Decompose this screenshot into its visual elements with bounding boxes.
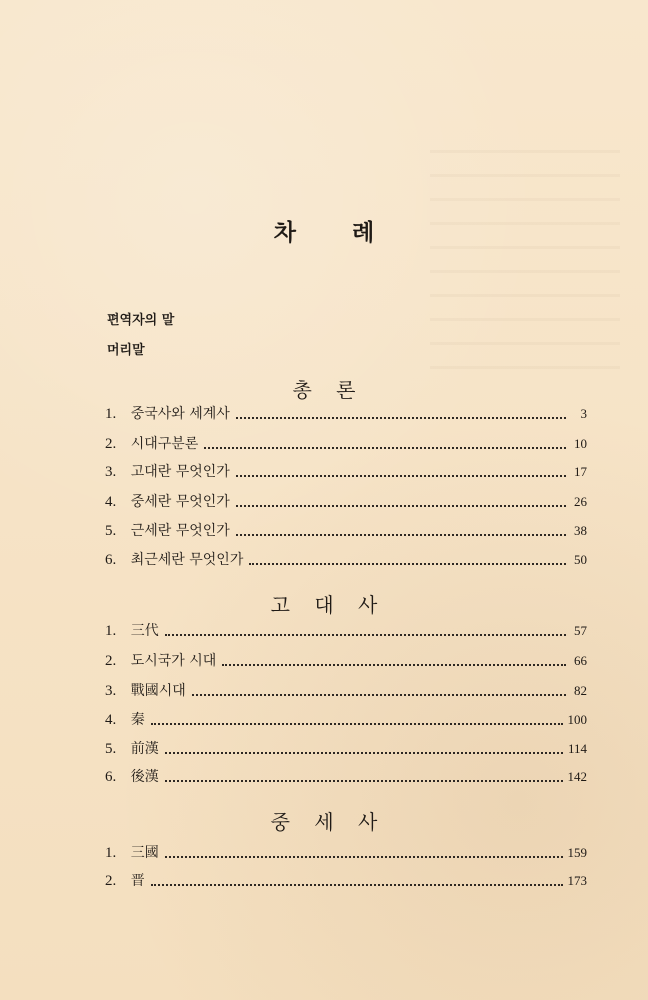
page-number: 50	[574, 552, 587, 567]
entry-title: 시대구분론	[130, 436, 199, 452]
entry-number: 1.	[105, 406, 117, 422]
page-number: 66	[574, 653, 587, 668]
page-number: 17	[574, 464, 587, 479]
toc-entry[interactable]	[105, 708, 587, 732]
toc-entry[interactable]	[105, 548, 587, 572]
entry-number: 1.	[105, 845, 117, 861]
dot-leader	[151, 883, 563, 886]
show-through-text	[430, 150, 620, 380]
dot-leader	[165, 751, 563, 754]
entry-number: 5.	[105, 523, 117, 539]
entry-number: 2.	[105, 436, 117, 452]
front-matter-item-translator-note: 편역자의 말	[107, 313, 175, 328]
toc-entry[interactable]	[105, 490, 587, 514]
dot-leader	[165, 779, 563, 782]
entry-title: 고대란 무엇인가	[130, 464, 230, 480]
page-number: 100	[567, 712, 587, 727]
dot-leader	[236, 474, 566, 477]
entry-title: 도시국가 시대	[130, 653, 217, 669]
toc-entry[interactable]	[105, 679, 587, 703]
page-number: 159	[567, 845, 587, 860]
entry-title: 秦	[130, 712, 145, 728]
page-number: 3	[580, 406, 587, 421]
page-number: 173	[567, 873, 587, 888]
entry-number: 6.	[105, 552, 117, 568]
toc-entry[interactable]	[105, 737, 587, 761]
toc-entry[interactable]	[105, 460, 587, 484]
page-number: 57	[574, 623, 587, 638]
entry-number: 3.	[105, 464, 117, 480]
page-number: 10	[574, 436, 587, 451]
entry-title: 三代	[130, 623, 159, 639]
entry-number: 3.	[105, 683, 117, 699]
dot-leader	[165, 633, 566, 636]
dot-leader	[151, 722, 563, 725]
section-title-introduction: 총 론	[292, 378, 365, 402]
entry-title: 최근세란 무엇인가	[130, 552, 244, 568]
entry-title: 중세란 무엇인가	[130, 494, 230, 510]
entry-title: 三國	[130, 845, 159, 861]
entry-number: 6.	[105, 769, 117, 785]
entry-number: 1.	[105, 623, 117, 639]
page-number: 114	[567, 741, 587, 756]
toc-entry[interactable]	[105, 519, 587, 543]
toc-entry[interactable]	[105, 869, 587, 893]
front-matter	[107, 306, 174, 366]
dot-leader	[192, 693, 566, 696]
dot-leader	[165, 855, 563, 858]
toc-entry[interactable]	[105, 841, 587, 865]
entry-title: 後漢	[130, 769, 159, 785]
page-number: 142	[567, 769, 587, 784]
dot-leader	[236, 416, 566, 419]
page-number: 38	[574, 523, 587, 538]
page-number: 82	[574, 683, 587, 698]
entry-title: 戰國시대	[130, 683, 186, 699]
toc-entry[interactable]	[105, 619, 587, 643]
dot-leader	[236, 504, 566, 507]
entry-number: 2.	[105, 873, 117, 889]
entry-title: 중국사와 세계사	[130, 406, 230, 422]
dot-leader	[222, 663, 566, 666]
toc-entry[interactable]	[105, 765, 587, 789]
entry-title: 근세란 무엇인가	[130, 523, 230, 539]
dot-leader	[249, 562, 566, 565]
toc-entry[interactable]	[105, 649, 587, 673]
entry-number: 5.	[105, 741, 117, 757]
entry-title: 晋	[130, 873, 145, 889]
toc-entry[interactable]	[105, 402, 587, 426]
dot-leader	[236, 533, 566, 536]
entry-number: 2.	[105, 653, 117, 669]
page-number: 26	[574, 494, 587, 509]
toc-entry[interactable]	[105, 432, 587, 456]
section-title-ancient-history: 고 대 사	[270, 593, 387, 617]
page-title: 차 례	[273, 220, 399, 246]
dot-leader	[204, 446, 566, 449]
entry-title: 前漢	[130, 741, 159, 757]
section-title-medieval-history: 중 세 사	[270, 810, 387, 834]
entry-number: 4.	[105, 712, 117, 728]
front-matter-item-preface: 머리말	[107, 343, 145, 358]
entry-number: 4.	[105, 494, 117, 510]
